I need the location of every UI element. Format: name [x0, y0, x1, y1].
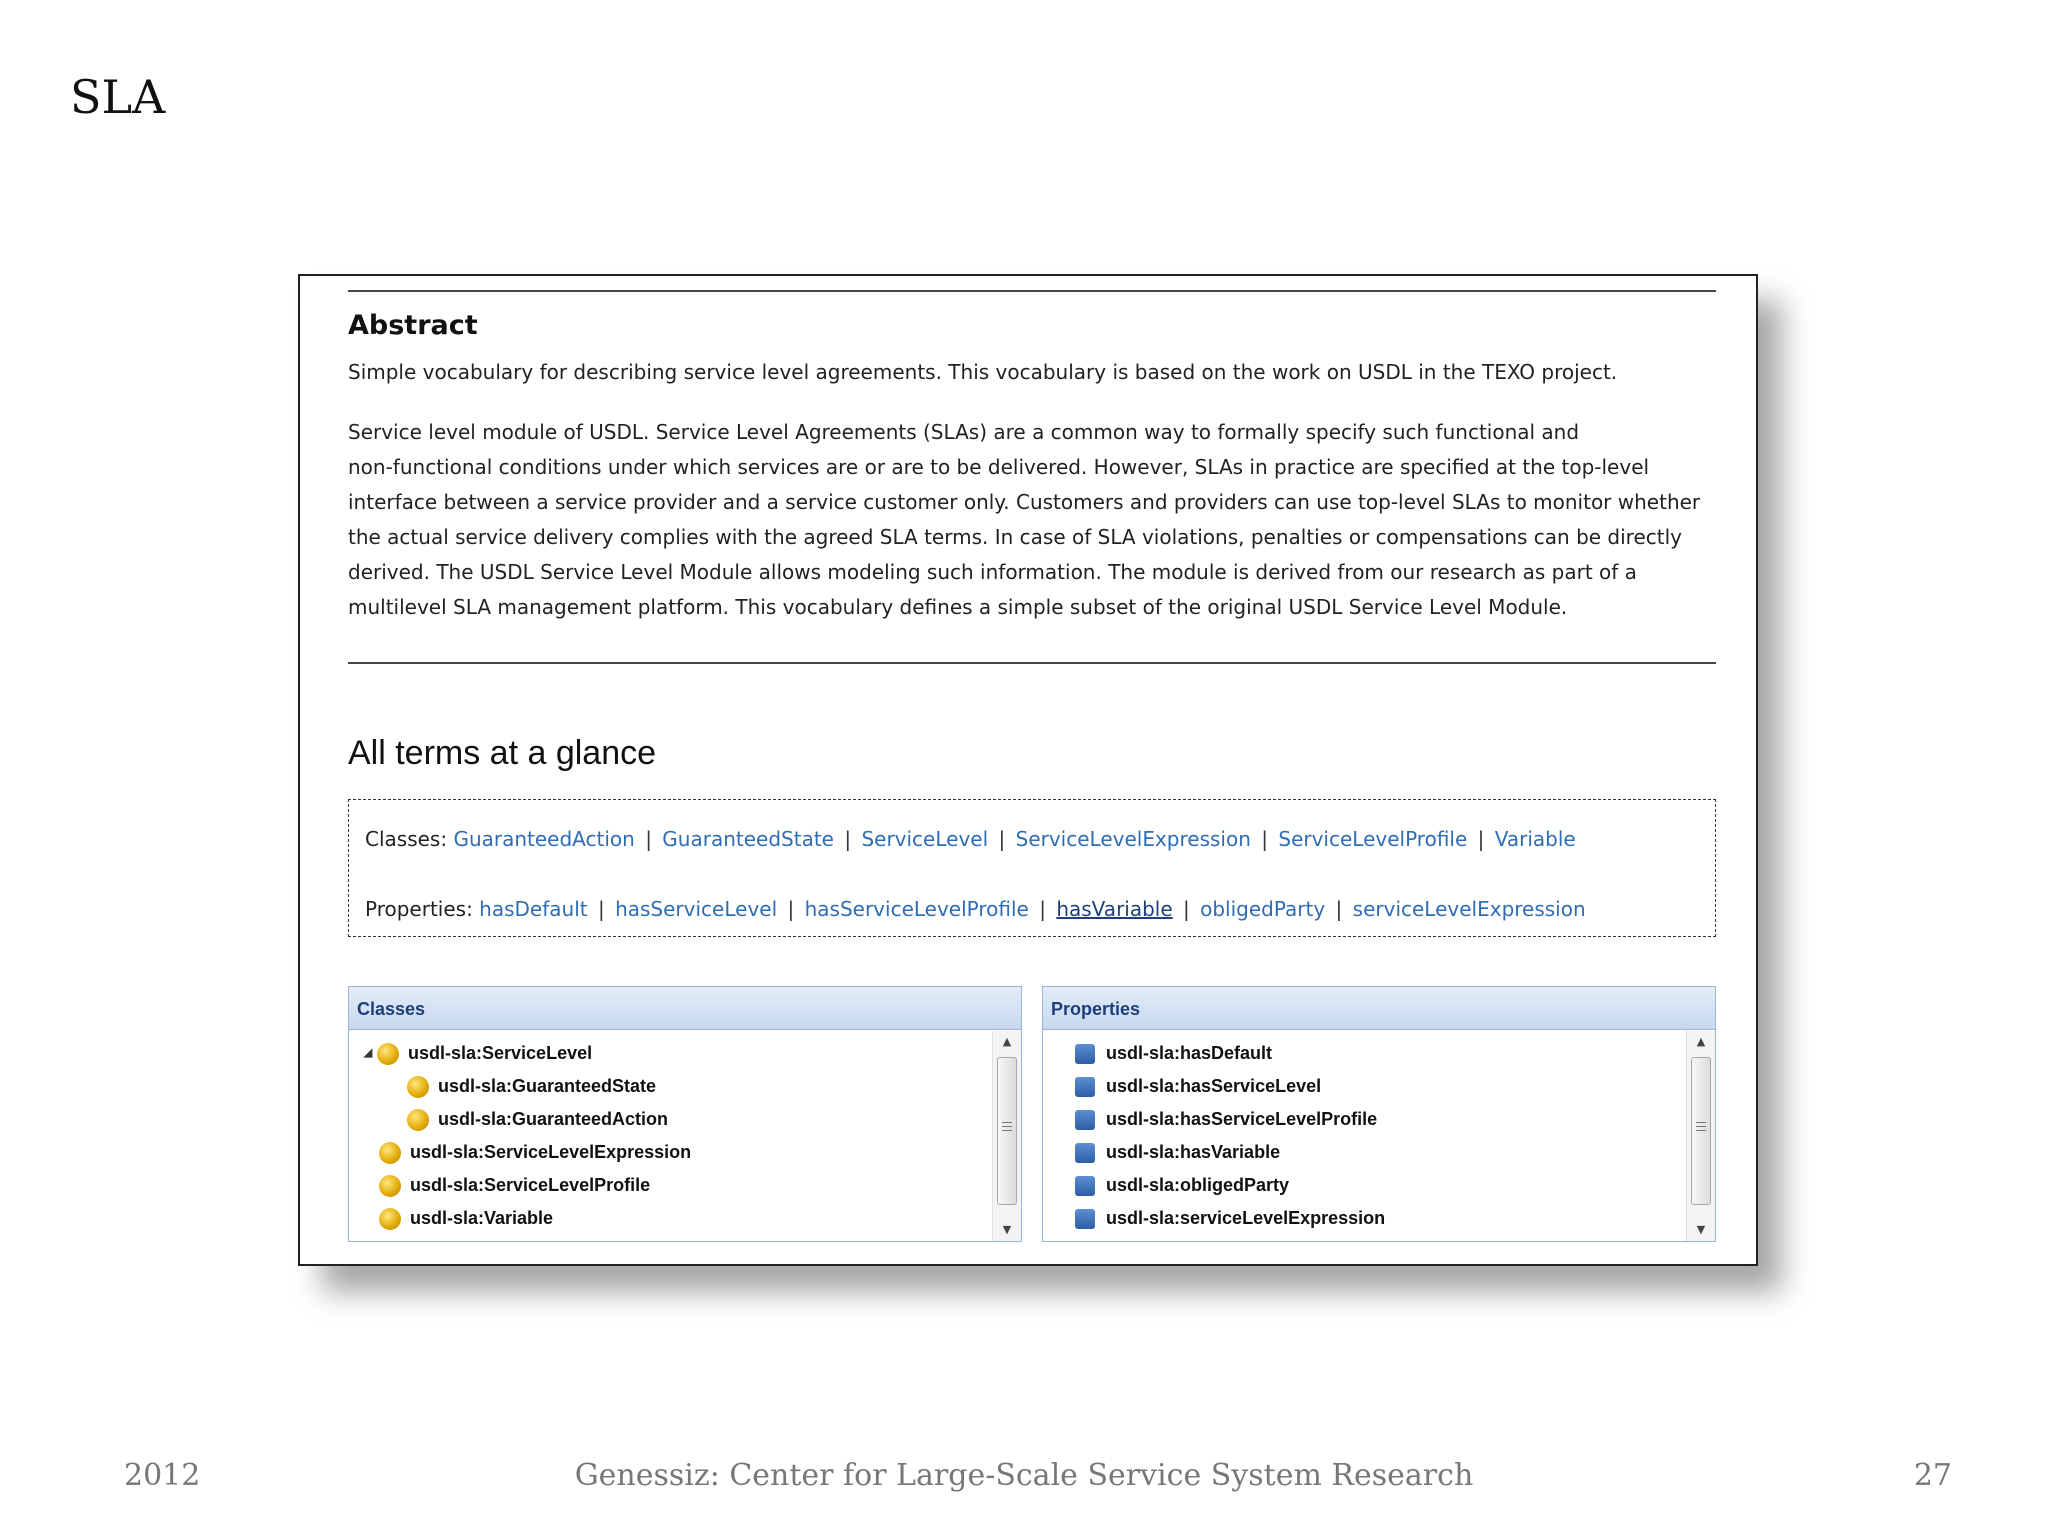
tree-item-service-level-expression[interactable] [349, 1136, 991, 1169]
tree-item-service-level-expression[interactable] [1043, 1202, 1685, 1235]
section-divider [348, 662, 1716, 664]
abstract-line: interface between a service provider and a service customer only. Customers and providers can use top-level SLAs to monitor whether [348, 490, 1701, 514]
properties-scrollbar[interactable] [1686, 1031, 1715, 1241]
classes-scrollbar[interactable] [992, 1031, 1021, 1241]
property-link-service-level-expression[interactable]: serviceLevelExpression [1352, 897, 1586, 921]
document-content [348, 290, 1716, 937]
properties-label: Properties: [365, 897, 473, 921]
abstract-line: non-functional conditions under which services are or are to be delivered. However, SLAs in practice are specified at the top-level [348, 455, 1650, 479]
class-link-variable[interactable]: Variable [1494, 827, 1576, 851]
properties-row [365, 892, 1699, 927]
separator: | [844, 827, 852, 851]
class-link-guaranteed-state[interactable]: GuaranteedState [662, 827, 834, 851]
tree-item-label: usdl-sla:ServiceLevel [408, 1043, 593, 1063]
tree-item-service-level[interactable] [349, 1037, 991, 1070]
property-link-has-variable[interactable]: hasVariable [1056, 897, 1173, 921]
screenshot-frame [298, 274, 1758, 1266]
abstract-description [348, 415, 1716, 625]
scroll-up-icon[interactable]: ▲ [1696, 1035, 1706, 1048]
class-icon [379, 1175, 401, 1197]
slide-title: SLA [70, 70, 166, 124]
property-link-obliged-party[interactable]: obligedParty [1200, 897, 1326, 921]
class-icon [407, 1109, 429, 1131]
class-icon [379, 1142, 401, 1164]
classes-label: Classes: [365, 827, 448, 851]
scroll-up-icon[interactable]: ▲ [1002, 1035, 1012, 1048]
abstract-line: derived. The USDL Service Level Module allows modeling such information. The module is derived from our research as part of a [348, 560, 1637, 584]
classes-panel [348, 986, 1022, 1242]
property-icon [1075, 1143, 1095, 1163]
property-icon [1075, 1110, 1095, 1130]
abstract-heading: Abstract [348, 310, 478, 341]
tree-item-label: usdl-sla:hasVariable [1106, 1142, 1281, 1162]
property-icon [1075, 1209, 1095, 1229]
separator: | [1039, 897, 1046, 921]
separator: | [1477, 827, 1485, 851]
separator: | [787, 897, 795, 921]
separator: | [1183, 897, 1190, 921]
page-number: 27 [1913, 1458, 1952, 1493]
tree-item-service-level-profile[interactable] [349, 1169, 991, 1202]
grip-icon [1002, 1122, 1012, 1134]
tree-item-has-service-level[interactable] [1043, 1070, 1685, 1103]
abstract-line: multilevel SLA management platform. This vocabulary defines a simple subset of the original USDL Service Level Module. [348, 595, 1568, 619]
tree-item-label: usdl-sla:hasDefault [1106, 1043, 1273, 1063]
tree-item-label: usdl-sla:hasServiceLevelProfile [1106, 1109, 1378, 1129]
tree-item-label: usdl-sla:GuaranteedAction [438, 1109, 669, 1129]
separator: | [998, 827, 1006, 851]
terms-heading: All terms at a glance [348, 734, 657, 772]
scroll-down-icon[interactable]: ▼ [1002, 1223, 1012, 1236]
scroll-thumb[interactable] [1691, 1057, 1711, 1205]
class-icon [407, 1076, 429, 1098]
collapse-arrow-icon[interactable]: ◢ [363, 1047, 373, 1059]
footer-year: 2012 [124, 1458, 201, 1493]
classes-panel-header: Classes [349, 987, 1021, 1030]
tree-item-has-service-level-profile[interactable] [1043, 1103, 1685, 1136]
class-icon [377, 1043, 399, 1065]
class-link-service-level-profile[interactable]: ServiceLevelProfile [1278, 827, 1468, 851]
properties-panel [1042, 986, 1716, 1242]
tree-item-label: usdl-sla:Variable [410, 1208, 554, 1228]
classes-row [365, 822, 1699, 857]
hierarchy-panels [348, 986, 1716, 1242]
class-icon [379, 1208, 401, 1230]
scroll-down-icon[interactable]: ▼ [1696, 1223, 1706, 1236]
abstract-line: the actual service delivery complies with the agreed SLA terms. In case of SLA violations, penalties or compensations can be directly [348, 525, 1683, 549]
properties-panel-header: Properties [1043, 987, 1715, 1030]
classes-tree [349, 1031, 991, 1241]
tree-item-label: usdl-sla:serviceLevelExpression [1106, 1208, 1386, 1228]
terms-box [348, 799, 1716, 937]
properties-tree [1043, 1031, 1685, 1241]
tree-item-label: usdl-sla:obligedParty [1106, 1175, 1290, 1195]
property-link-has-default[interactable]: hasDefault [479, 897, 588, 921]
tree-item-label: usdl-sla:hasServiceLevel [1106, 1076, 1322, 1096]
tree-item-guaranteed-state[interactable] [349, 1070, 991, 1103]
property-icon [1075, 1176, 1095, 1196]
property-icon [1075, 1077, 1095, 1097]
separator: | [597, 897, 605, 921]
tree-item-has-default[interactable] [1043, 1037, 1685, 1070]
property-icon [1075, 1044, 1095, 1064]
tree-item-variable[interactable] [349, 1202, 991, 1235]
tree-item-label: usdl-sla:GuaranteedState [438, 1076, 657, 1096]
class-link-service-level-expression[interactable]: ServiceLevelExpression [1015, 827, 1251, 851]
class-link-service-level[interactable]: ServiceLevel [861, 827, 989, 851]
abstract-line: Service level module of USDL. Service Level Agreements (SLAs) are a common way to formally specify such functional and [348, 420, 1580, 444]
property-link-has-service-level[interactable]: hasServiceLevel [615, 897, 778, 921]
separator: | [1335, 897, 1343, 921]
footer-title: Genessiz: Center for Large-Scale Service System Research [574, 1458, 1474, 1493]
separator: | [645, 827, 652, 851]
property-link-has-service-level-profile[interactable]: hasServiceLevelProfile [804, 897, 1029, 921]
top-divider [348, 290, 1716, 292]
tree-item-has-variable[interactable] [1043, 1136, 1685, 1169]
scroll-thumb[interactable] [997, 1057, 1017, 1205]
tree-item-obliged-party[interactable] [1043, 1169, 1685, 1202]
separator: | [1261, 827, 1269, 851]
tree-item-guaranteed-action[interactable] [349, 1103, 991, 1136]
abstract-summary: Simple vocabulary for describing service level agreements. This vocabulary is based on the work on USDL in the TEXO project. [348, 360, 1618, 384]
tree-item-label: usdl-sla:ServiceLevelExpression [410, 1142, 692, 1162]
tree-item-label: usdl-sla:ServiceLevelProfile [410, 1175, 651, 1195]
grip-icon [1696, 1122, 1706, 1134]
class-link-guaranteed-action[interactable]: GuaranteedAction [453, 827, 635, 851]
